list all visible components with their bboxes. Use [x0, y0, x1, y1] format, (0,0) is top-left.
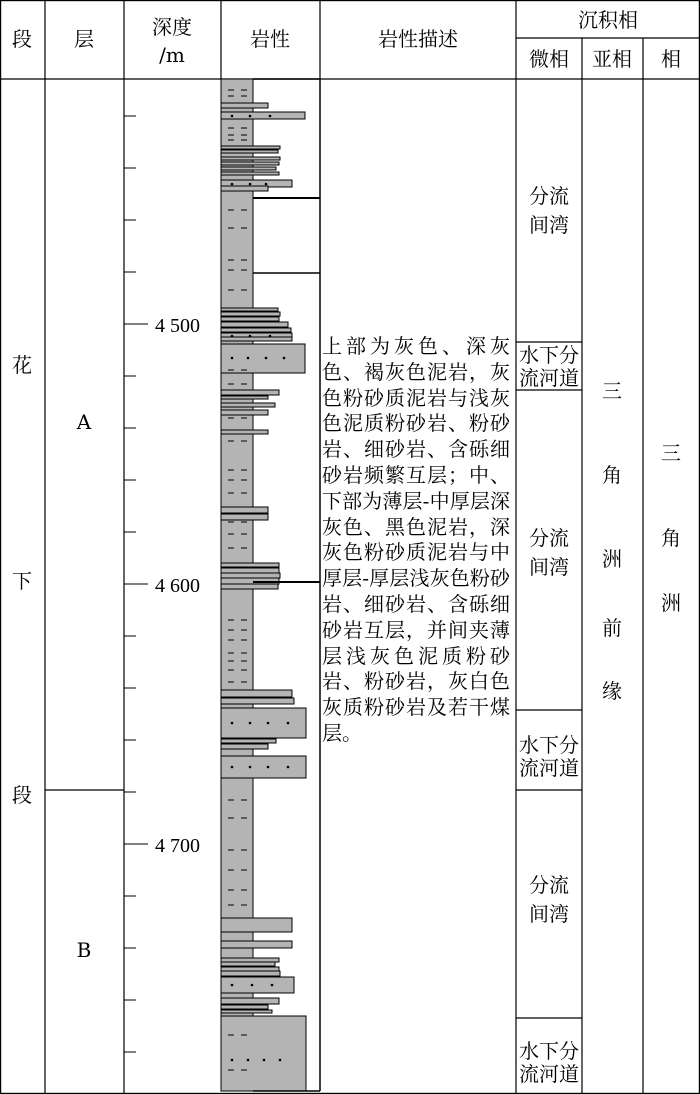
header-sedimentary-facies: 沉积相: [578, 8, 638, 32]
sandstone-bed: [221, 410, 268, 415]
depth-label: 4 600: [155, 575, 200, 597]
layer-label-a: A: [76, 410, 92, 434]
sand-dot: [231, 115, 234, 118]
sandstone-bed: [221, 1005, 268, 1009]
sandstone-bed: [221, 958, 279, 962]
microfacies-label: 流河道: [519, 1062, 579, 1086]
sand-dot: [249, 183, 252, 186]
sand-dot: [247, 357, 250, 360]
sandstone-bed: [221, 514, 268, 520]
sand-dot: [251, 984, 254, 987]
sandstone-bed: [221, 103, 268, 108]
segment-char: 花: [12, 353, 32, 377]
sandstone-bed: [221, 998, 279, 1004]
sandstone-bed: [221, 971, 280, 976]
header-description: 岩性描述: [378, 27, 458, 51]
sand-dot: [279, 1059, 282, 1062]
microfacies-label: 分流: [529, 184, 569, 208]
microfacies-label: 水下分: [519, 343, 579, 367]
sand-dot: [267, 722, 270, 725]
sand-dot: [231, 335, 234, 338]
sandstone-bed: [221, 337, 292, 341]
sandstone-bed: [221, 328, 291, 332]
segment-char: 段: [12, 783, 32, 807]
lithology-description: 上部为灰色、深灰色、褐灰色泥岩，灰色粉砂质泥岩与浅灰色泥质粉砂岩、粉砂岩、细砂岩、含砾细砂岩频繁互层；中、下部为薄层-中厚层深灰色、黑色泥岩，深灰色粉砂质泥岩与中厚层-厚层浅灰色粉砂岩、细砂岩、含砾细砂岩互层，并间夹薄层浅灰色泥质粉砂岩、粉砂岩，灰白色灰质粉砂岩及若干煤层。: [322, 334, 510, 745]
header-row: [12, 8, 681, 71]
sand-dot: [249, 722, 252, 725]
subfacies-char: 三: [602, 379, 622, 403]
sandstone-bed: [221, 403, 275, 407]
facies-char: 角: [661, 526, 681, 550]
microfacies-label: 流河道: [519, 756, 579, 780]
header-depth-unit: /m: [159, 43, 185, 67]
sandstone-bed: [221, 507, 268, 513]
sandstone-bed: [221, 186, 268, 191]
microfacies-label: 分流: [529, 873, 569, 897]
lithology-column: [221, 79, 320, 1091]
depth-label: 4 500: [155, 315, 200, 337]
sand-dot: [265, 357, 268, 360]
header-subfacies: 亚相: [592, 47, 632, 71]
sand-dot: [247, 1059, 250, 1062]
facies-column: [661, 441, 681, 615]
sandstone-bed: [221, 708, 306, 738]
header-microfacies: 微相: [529, 47, 569, 71]
microfacies-label: 间湾: [529, 902, 569, 926]
sandstone-bed: [221, 146, 280, 149]
sand-dot: [231, 1059, 234, 1062]
sandstone-bed: [221, 1010, 272, 1013]
sandstone-bed: [221, 573, 280, 578]
sandstone-bed: [221, 941, 292, 948]
facies-char: 三: [661, 441, 681, 465]
microfacies-label: 水下分: [519, 1039, 579, 1063]
sand-dot: [265, 183, 268, 186]
header-facies: 相: [661, 47, 681, 71]
sand-dot: [269, 335, 272, 338]
sandstone-bed: [221, 918, 292, 932]
sandstone-bed: [221, 739, 276, 743]
sandstone-bed: [221, 1016, 306, 1091]
subfacies-char: 缘: [602, 679, 622, 703]
sand-dot: [231, 984, 234, 987]
sandstone-bed: [221, 690, 292, 697]
depth-label: 4 700: [155, 835, 200, 857]
microfacies-column: [519, 184, 579, 1086]
sand-dot: [249, 115, 252, 118]
sandstone-bed: [221, 172, 279, 175]
sand-dot: [249, 335, 252, 338]
subfacies-char: 角: [602, 463, 622, 487]
sandstone-bed: [221, 157, 280, 160]
sand-dot: [249, 766, 252, 769]
microfacies-label: 流河道: [519, 366, 579, 390]
segment-label: [12, 353, 32, 807]
sandstone-bed: [221, 312, 280, 316]
layer-label-b: B: [76, 938, 92, 962]
header-segment: 段: [12, 27, 32, 51]
sand-dot: [231, 357, 234, 360]
header-depth: 深度: [152, 15, 192, 39]
sandstone-bed: [221, 568, 279, 573]
segment-char: 下: [12, 569, 32, 593]
sandstone-bed: [221, 112, 305, 119]
microfacies-label: 分流: [529, 526, 569, 550]
sand-dot: [231, 766, 234, 769]
sandstone-bed: [221, 563, 279, 567]
sandstone-bed: [221, 322, 288, 327]
sand-dot: [287, 766, 290, 769]
sandstone-bed: [221, 150, 278, 153]
sandstone-bed: [221, 584, 278, 589]
sandstone-bed: [221, 962, 275, 966]
facies-char: 洲: [661, 591, 681, 615]
sand-dot: [231, 722, 234, 725]
sandstone-bed: [221, 698, 294, 704]
sandstone-bed: [221, 744, 268, 749]
microfacies-label: 间湾: [529, 555, 569, 579]
layer-labels: [76, 410, 92, 962]
subfacies-char: 前: [602, 616, 622, 640]
depth-axis: [124, 116, 200, 1052]
microfacies-label: 水下分: [519, 733, 579, 757]
sand-dot: [269, 115, 272, 118]
sandstone-bed: [221, 162, 279, 165]
sand-dot: [267, 766, 270, 769]
sand-dot: [287, 722, 290, 725]
sandstone-bed: [221, 390, 279, 395]
sand-dot: [263, 1059, 266, 1062]
microfacies-label: 间湾: [529, 213, 569, 237]
sandstone-bed: [221, 430, 268, 434]
sandstone-bed: [221, 317, 279, 321]
sand-dot: [271, 984, 274, 987]
sandstone-bed: [221, 396, 268, 399]
sand-dot: [231, 183, 234, 186]
sand-dot: [283, 357, 286, 360]
sandstone-bed: [221, 344, 305, 373]
sandstone-bed: [221, 756, 306, 778]
header-lithology: 岩性: [250, 27, 290, 51]
subfacies-column: [602, 379, 622, 703]
sandstone-bed: [221, 308, 278, 311]
subfacies-char: 洲: [602, 547, 622, 571]
header-layer: 层: [74, 27, 94, 51]
